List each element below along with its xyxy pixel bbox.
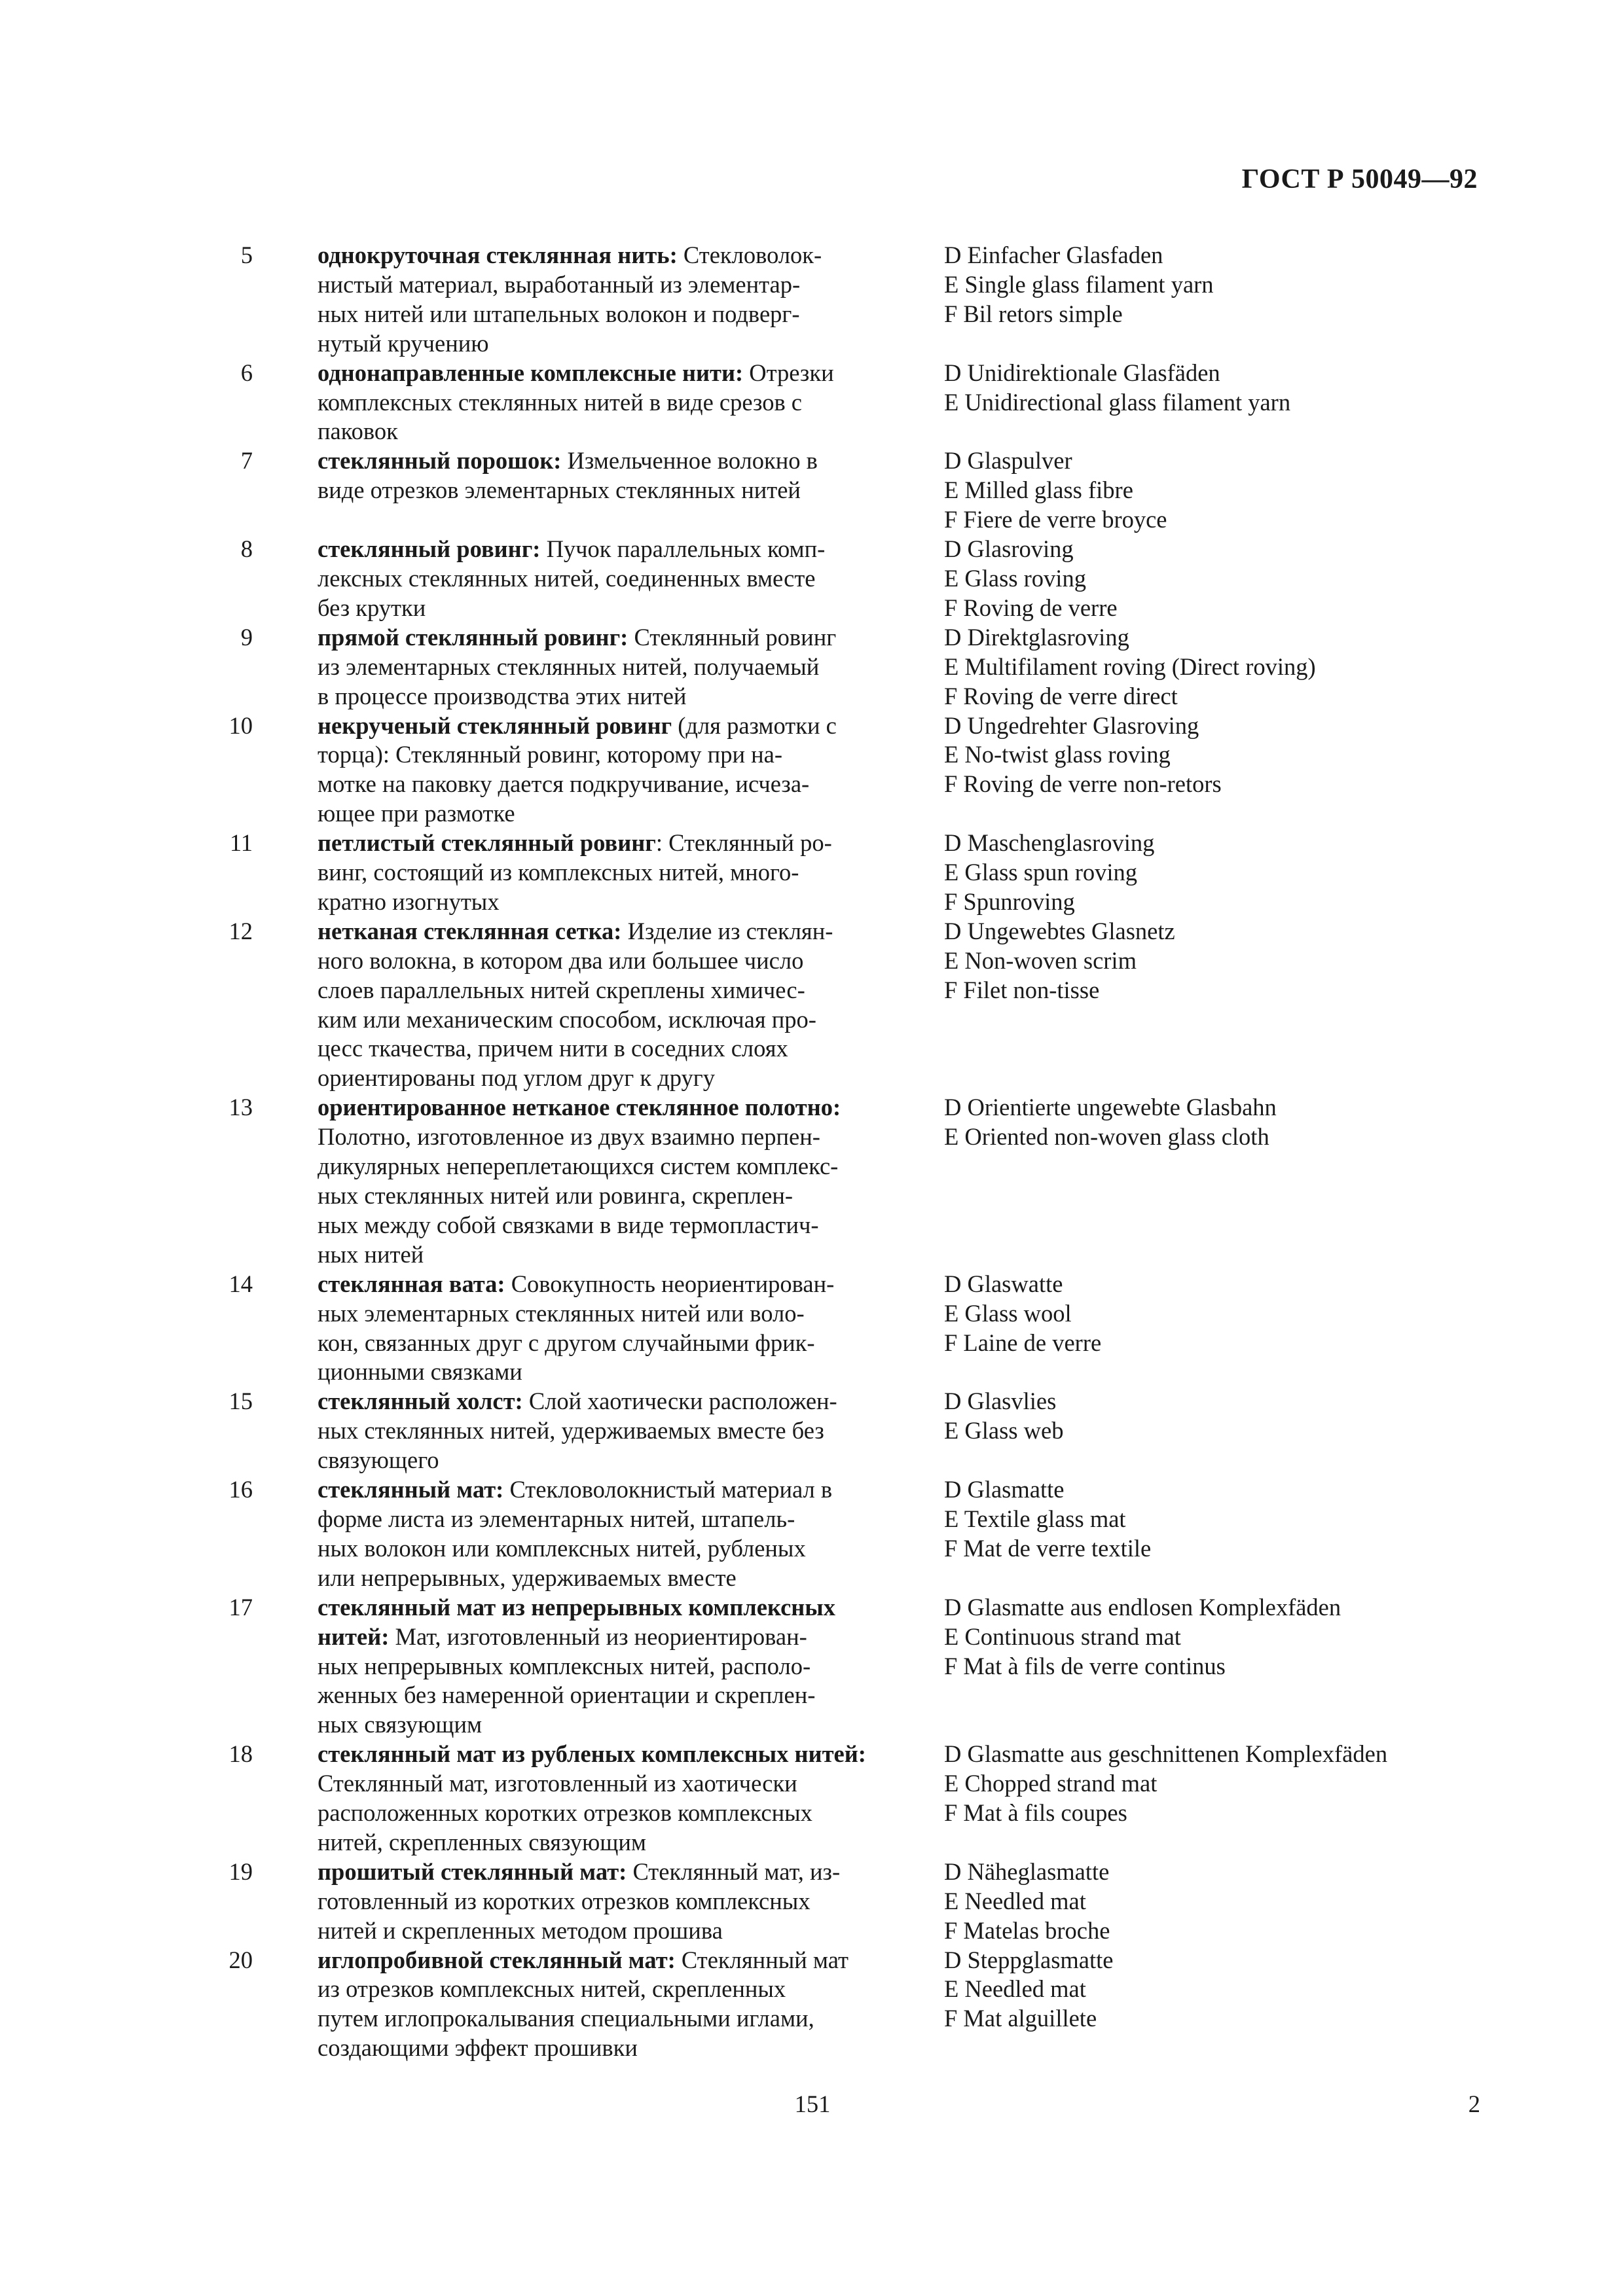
terms-list	[0, 241, 1623, 2063]
term-definition	[318, 1593, 891, 1740]
foreign-equivalents	[944, 1946, 1481, 2034]
definition-text: Измельченное волокно в виде отрезков элементарных стеклянных нитей	[318, 447, 818, 504]
term-number-text: 18	[228, 1740, 253, 1768]
foreign-equivalent: F Matelas broche	[944, 1916, 1110, 1944]
foreign-equivalent: F Roving de verre non-retors	[944, 770, 1222, 798]
term-entry	[0, 535, 1623, 623]
term-name: стеклянный холст:	[318, 1388, 523, 1415]
foreign-equivalent: F Mat alguillete	[944, 2005, 1097, 2032]
foreign-equivalent: D Unidirektionale Glasfäden	[944, 359, 1220, 386]
foreign-equivalent: F Fiere de verre broyce	[944, 506, 1167, 533]
foreign-equivalent: E Glass wool	[944, 1299, 1072, 1327]
definition-text: Стекловолок- нистый материал, выработанный из элементар- ных нитей или штапельных волокон и подверг- нутый кручению	[318, 242, 822, 357]
foreign-equivalent: E Milled glass fibre	[944, 476, 1133, 504]
term-definition	[318, 623, 891, 711]
foreign-equivalent: F Filet non-tisse	[944, 976, 1100, 1003]
term-number-text: 14	[228, 1270, 253, 1297]
foreign-equivalent: D Glasroving	[944, 535, 1074, 563]
term-number-text: 10	[228, 711, 253, 739]
term-definition	[318, 711, 891, 829]
term-entry	[0, 1857, 1623, 1946]
term-entry	[0, 917, 1623, 1093]
foreign-equivalent: E Single glass filament yarn	[944, 270, 1214, 298]
foreign-equivalent: F Spunroving	[944, 888, 1075, 915]
definition-text: Мат, изготовленный из неориентирован- ных непрерывных комплексных нитей, располо- женных без намеренной ориентации и скреплен- ных связующим	[318, 1623, 816, 1738]
foreign-equivalents	[944, 446, 1481, 535]
definition-text: Пучок параллельных комп- лексных стеклянных нитей, соединенных вместе без крутки	[318, 535, 826, 621]
foreign-equivalent: D Glaspulver	[944, 447, 1072, 475]
foreign-equivalent: D Orientierte ungewebte Glasbahn	[944, 1094, 1277, 1121]
term-entry	[0, 1593, 1623, 1740]
foreign-equivalents	[944, 241, 1481, 329]
term-number-text: 17	[228, 1593, 253, 1621]
term-definition	[318, 1857, 891, 1946]
foreign-equivalent: F Bil retors simple	[944, 300, 1123, 327]
foreign-equivalent: E Needled mat	[944, 1975, 1086, 2003]
page-number-center: 151	[794, 2090, 831, 2117]
term-definition	[318, 1387, 891, 1475]
foreign-equivalents	[944, 1740, 1481, 1828]
foreign-equivalent: F Laine de verre	[944, 1329, 1102, 1356]
foreign-equivalent: D Maschenglasroving	[944, 829, 1155, 857]
foreign-equivalent: E Continuous strand mat	[944, 1623, 1181, 1650]
term-definition	[318, 241, 891, 359]
term-definition	[318, 446, 891, 505]
foreign-equivalent: E Multifilament roving (Direct roving)	[944, 653, 1316, 680]
term-entry	[0, 1387, 1623, 1475]
term-entry	[0, 623, 1623, 711]
term-name: иглопробивной стеклянный мат:	[318, 1946, 676, 1973]
term-name: стеклянная вата:	[318, 1270, 505, 1297]
term-name: стеклянный мат из непрерывных комплексных нитей:	[318, 1593, 836, 1650]
term-entry	[0, 829, 1623, 917]
foreign-equivalents	[944, 1475, 1481, 1564]
term-definition	[318, 1270, 891, 1388]
term-number-text: 5	[240, 242, 253, 268]
definition-text: Стеклянный мат, из- готовленный из коротких отрезков комплексных нитей и скрепленных методом прошива	[318, 1857, 841, 1944]
foreign-equivalent: E Textile glass mat	[944, 1505, 1126, 1532]
term-number-text: 16	[228, 1476, 253, 1503]
term-entry	[0, 241, 1623, 359]
term-name: стеклянный порошок:	[318, 447, 562, 475]
definition-text: Стеклянный ровинг из элементарных стеклянных нитей, получаемый в процессе производства этих нитей	[318, 623, 837, 709]
term-number-text: 15	[228, 1388, 253, 1415]
document-header: ГОСТ Р 50049—92	[1241, 164, 1478, 194]
term-name: нетканая стеклянная сетка:	[318, 917, 622, 944]
foreign-equivalent: E Non-woven scrim	[944, 946, 1137, 974]
term-entry	[0, 1093, 1623, 1269]
definition-text: Слой хаотически расположен- ных стеклянных нитей, удерживаемых вместе без связующего	[318, 1388, 837, 1474]
term-number-text: 12	[228, 917, 253, 944]
term-definition	[318, 535, 891, 623]
term-entry	[0, 446, 1623, 535]
foreign-equivalent: D Einfacher Glasfaden	[944, 242, 1163, 268]
term-name: прямой стеклянный ровинг:	[318, 623, 629, 651]
foreign-equivalent: D Glasvlies	[944, 1388, 1057, 1415]
definition-text: Стекловолокнистый материал в форме листа из элементарных нитей, штапель- ных волокон или комплексных нитей, рубленых или непрерывных, удерживаемых вместе	[318, 1476, 833, 1591]
foreign-equivalents	[944, 711, 1481, 800]
definition-text: : Стеклянный ро- винг, состоящий из комплексных нитей, много- кратно изогнутых	[318, 829, 832, 915]
foreign-equivalent: F Mat de verre textile	[944, 1534, 1152, 1562]
foreign-equivalent: E Needled mat	[944, 1887, 1086, 1914]
foreign-equivalent: F Mat à fils de verre continus	[944, 1652, 1226, 1679]
foreign-equivalent: E Glass web	[944, 1417, 1064, 1444]
foreign-equivalent: D Glasmatte aus geschnittenen Komplexfäden	[944, 1740, 1388, 1768]
term-name: ориентированное нетканое стеклянное полотно:	[318, 1094, 841, 1121]
foreign-equivalent: E Glass roving	[944, 564, 1086, 592]
term-number-text: 19	[228, 1857, 253, 1885]
term-definition	[318, 1740, 891, 1857]
term-name: стеклянный мат из рубленых комплексных нитей:	[318, 1740, 866, 1768]
term-number-text: 9	[240, 623, 253, 651]
term-entry	[0, 711, 1623, 829]
definition-text: (для размотки с торца): Стеклянный ровинг, которому при на- мотке на паковку дается подкручивание, исчеза- ющее при размотке	[318, 711, 837, 827]
foreign-equivalents	[944, 623, 1481, 711]
foreign-equivalent: E Glass spun roving	[944, 859, 1138, 886]
term-name: стеклянный мат:	[318, 1476, 504, 1503]
term-entry	[0, 1270, 1623, 1388]
foreign-equivalents	[944, 1270, 1481, 1358]
term-definition	[318, 917, 891, 1093]
definition-text: Изделие из стеклян- ного волокна, в котором два или большее число слоев параллельных нитей скреплены химичес- ким или механическим способом, исключая про- цесс ткачества, причем нити в соседних слоях ориентированы под углом друг к другу	[318, 917, 833, 1092]
term-entry	[0, 359, 1623, 447]
foreign-equivalent: E Unidirectional glass filament yarn	[944, 388, 1291, 416]
definition-text: Полотно, изготовленное из двух взаимно перпен- дикулярных непереплетающихся систем комплекс- ных стеклянных нитей или ровинга, скреплен- ных между собой связками в виде термопластич- ных нитей	[318, 1123, 839, 1268]
term-number-text: 20	[228, 1946, 253, 1973]
foreign-equivalents	[944, 1857, 1481, 1946]
foreign-equivalents	[944, 1387, 1481, 1446]
foreign-equivalent: D Näheglasmatte	[944, 1857, 1110, 1885]
foreign-equivalents	[944, 535, 1481, 623]
term-definition	[318, 829, 891, 917]
term-entry	[0, 1740, 1623, 1857]
term-definition	[318, 1475, 891, 1593]
term-definition	[318, 359, 891, 447]
term-name: однонаправленные комплексные нити:	[318, 359, 744, 386]
foreign-equivalents	[944, 1093, 1481, 1152]
foreign-equivalent: D Direktglasroving	[944, 623, 1129, 651]
foreign-equivalent: D Glasmatte aus endlosen Komplexfäden	[944, 1593, 1341, 1621]
term-number-text: 7	[240, 447, 253, 475]
term-number-text: 6	[240, 359, 253, 386]
term-number-text: 13	[228, 1094, 253, 1121]
foreign-equivalent: E Oriented non-woven glass cloth	[944, 1123, 1269, 1151]
term-definition	[318, 1946, 891, 2064]
term-number-text: 8	[240, 535, 253, 563]
foreign-equivalent: F Mat à fils coupes	[944, 1799, 1127, 1827]
foreign-equivalent: E No-twist glass roving	[944, 741, 1171, 768]
foreign-equivalent: D Steppglasmatte	[944, 1946, 1114, 1973]
term-definition	[318, 1093, 891, 1269]
definition-text: Совокупность неориентирован- ных элементарных стеклянных нитей или воло- кон, связанных друг с другом случайными фрик- ционными связками	[318, 1270, 835, 1386]
term-name: однокруточная стеклянная нить:	[318, 242, 678, 268]
foreign-equivalent: D Glasmatte	[944, 1476, 1065, 1503]
foreign-equivalents	[944, 1593, 1481, 1681]
foreign-equivalent: D Glaswatte	[944, 1270, 1063, 1297]
foreign-equivalent: F Roving de verre direct	[944, 682, 1178, 709]
term-entry	[0, 1475, 1623, 1593]
foreign-equivalents	[944, 359, 1481, 418]
foreign-equivalent: D Ungedrehter Glasroving	[944, 711, 1199, 739]
term-name: прошитый стеклянный мат:	[318, 1857, 627, 1885]
term-name: некрученый стеклянный ровинг	[318, 711, 672, 739]
definition-text: Стеклянный мат из отрезков комплексных нитей, скрепленных путем иглопрокалывания специальными иглами, создающими эффект прошивки	[318, 1946, 848, 2062]
foreign-equivalent: D Ungewebtes Glasnetz	[944, 917, 1175, 944]
term-name: петлистый стеклянный ровинг	[318, 829, 656, 857]
term-number-text: 11	[229, 829, 253, 857]
foreign-equivalents	[944, 829, 1481, 917]
definition-text: Стеклянный мат, изготовленный из хаотически расположенных коротких отрезков комплексных нитей, скрепленных связующим	[318, 1770, 812, 1856]
term-name: стеклянный ровинг:	[318, 535, 541, 563]
page-number-right: 2	[1468, 2090, 1480, 2117]
definition-text: Отрезки комплексных стеклянных нитей в виде срезов с паковок	[318, 359, 834, 445]
foreign-equivalent: E Chopped strand mat	[944, 1770, 1158, 1797]
term-entry	[0, 1946, 1623, 2064]
foreign-equivalent: F Roving de verre	[944, 594, 1118, 621]
foreign-equivalents	[944, 917, 1481, 1005]
